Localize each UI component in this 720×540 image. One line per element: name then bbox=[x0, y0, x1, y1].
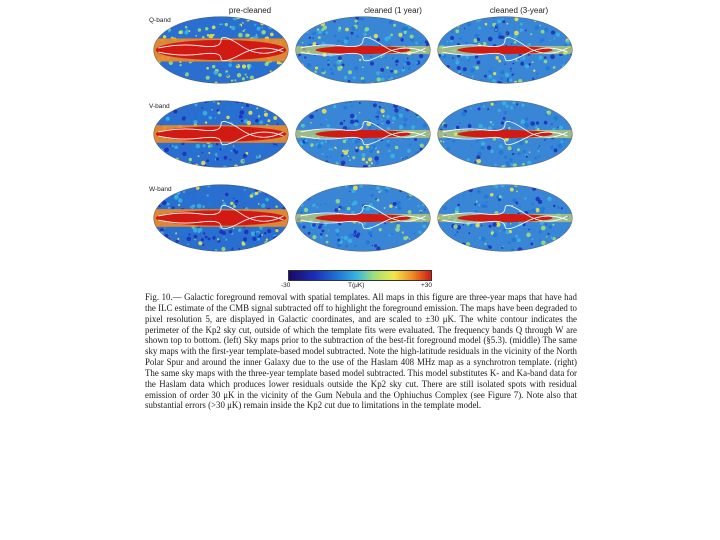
sky-map bbox=[295, 184, 431, 252]
row-label-w-band: W-band bbox=[149, 186, 172, 193]
row-label-v-band: V-band bbox=[149, 103, 170, 110]
paper-figure-page bbox=[145, 0, 577, 525]
column-header-pre-cleaned: pre-cleaned bbox=[228, 6, 272, 15]
sky-map bbox=[295, 100, 431, 168]
sky-map bbox=[437, 100, 573, 168]
colorbar-max-label: +30 bbox=[421, 282, 433, 289]
column-header-cleaned-1-year: cleaned (1 year) bbox=[364, 6, 422, 15]
colorbar-unit-label: T(μK) bbox=[348, 282, 365, 289]
sky-map bbox=[437, 184, 573, 252]
figure-caption-text: Fig. 10.— Galactic foreground removal with spatial templates. All maps in this figure are three-year maps that have had the ILC estimate of the CMB signal subtracted off to highlight the foreground emission. The maps have been degraded to pixel resolution 5, are displayed in Galactic coordinates, and are scaled to ±30 μK. The white contour indicates the perimeter of the Kp2 sky cut, outside of which the template fits were evaluated. The frequency bands Q through W are shown top to bottom. (left) Sky maps prior to the subtraction of the best-fit foreground model (§5.3). (middle) The same sky maps with the first-year template-based model subtracted. Note the high-latitude residuals in the vicinity of the North Polar Spur and around the inner Galaxy due to the use of the Haslam 408 MHz map as a synchrotron template. (right) The same sky maps with the three-year template based model subtracted. This model substitutes K- and Ka-band data for the Haslam data which produces lower residuals outside the Kp2 sky cut. There are still isolated spots with residual emission of order 30 μK in the vicinity of the Gum Nebula and the Ophiuchus Complex (see Figure 7). Note also that substantial errors (>30 μK) remain inside the Kp2 cut due to limitations in the template model. bbox=[145, 292, 577, 411]
sky-map bbox=[295, 16, 431, 84]
colorbar-min-label: -30 bbox=[281, 282, 291, 289]
sky-map bbox=[153, 100, 289, 168]
temperature-colorbar bbox=[288, 270, 432, 281]
sky-map bbox=[437, 16, 573, 84]
sky-map bbox=[153, 16, 289, 84]
sky-map bbox=[153, 184, 289, 252]
column-header-cleaned-3-year: cleaned (3-year) bbox=[489, 6, 549, 15]
figure-caption bbox=[145, 292, 577, 411]
row-label-q-band: Q-band bbox=[149, 17, 171, 24]
